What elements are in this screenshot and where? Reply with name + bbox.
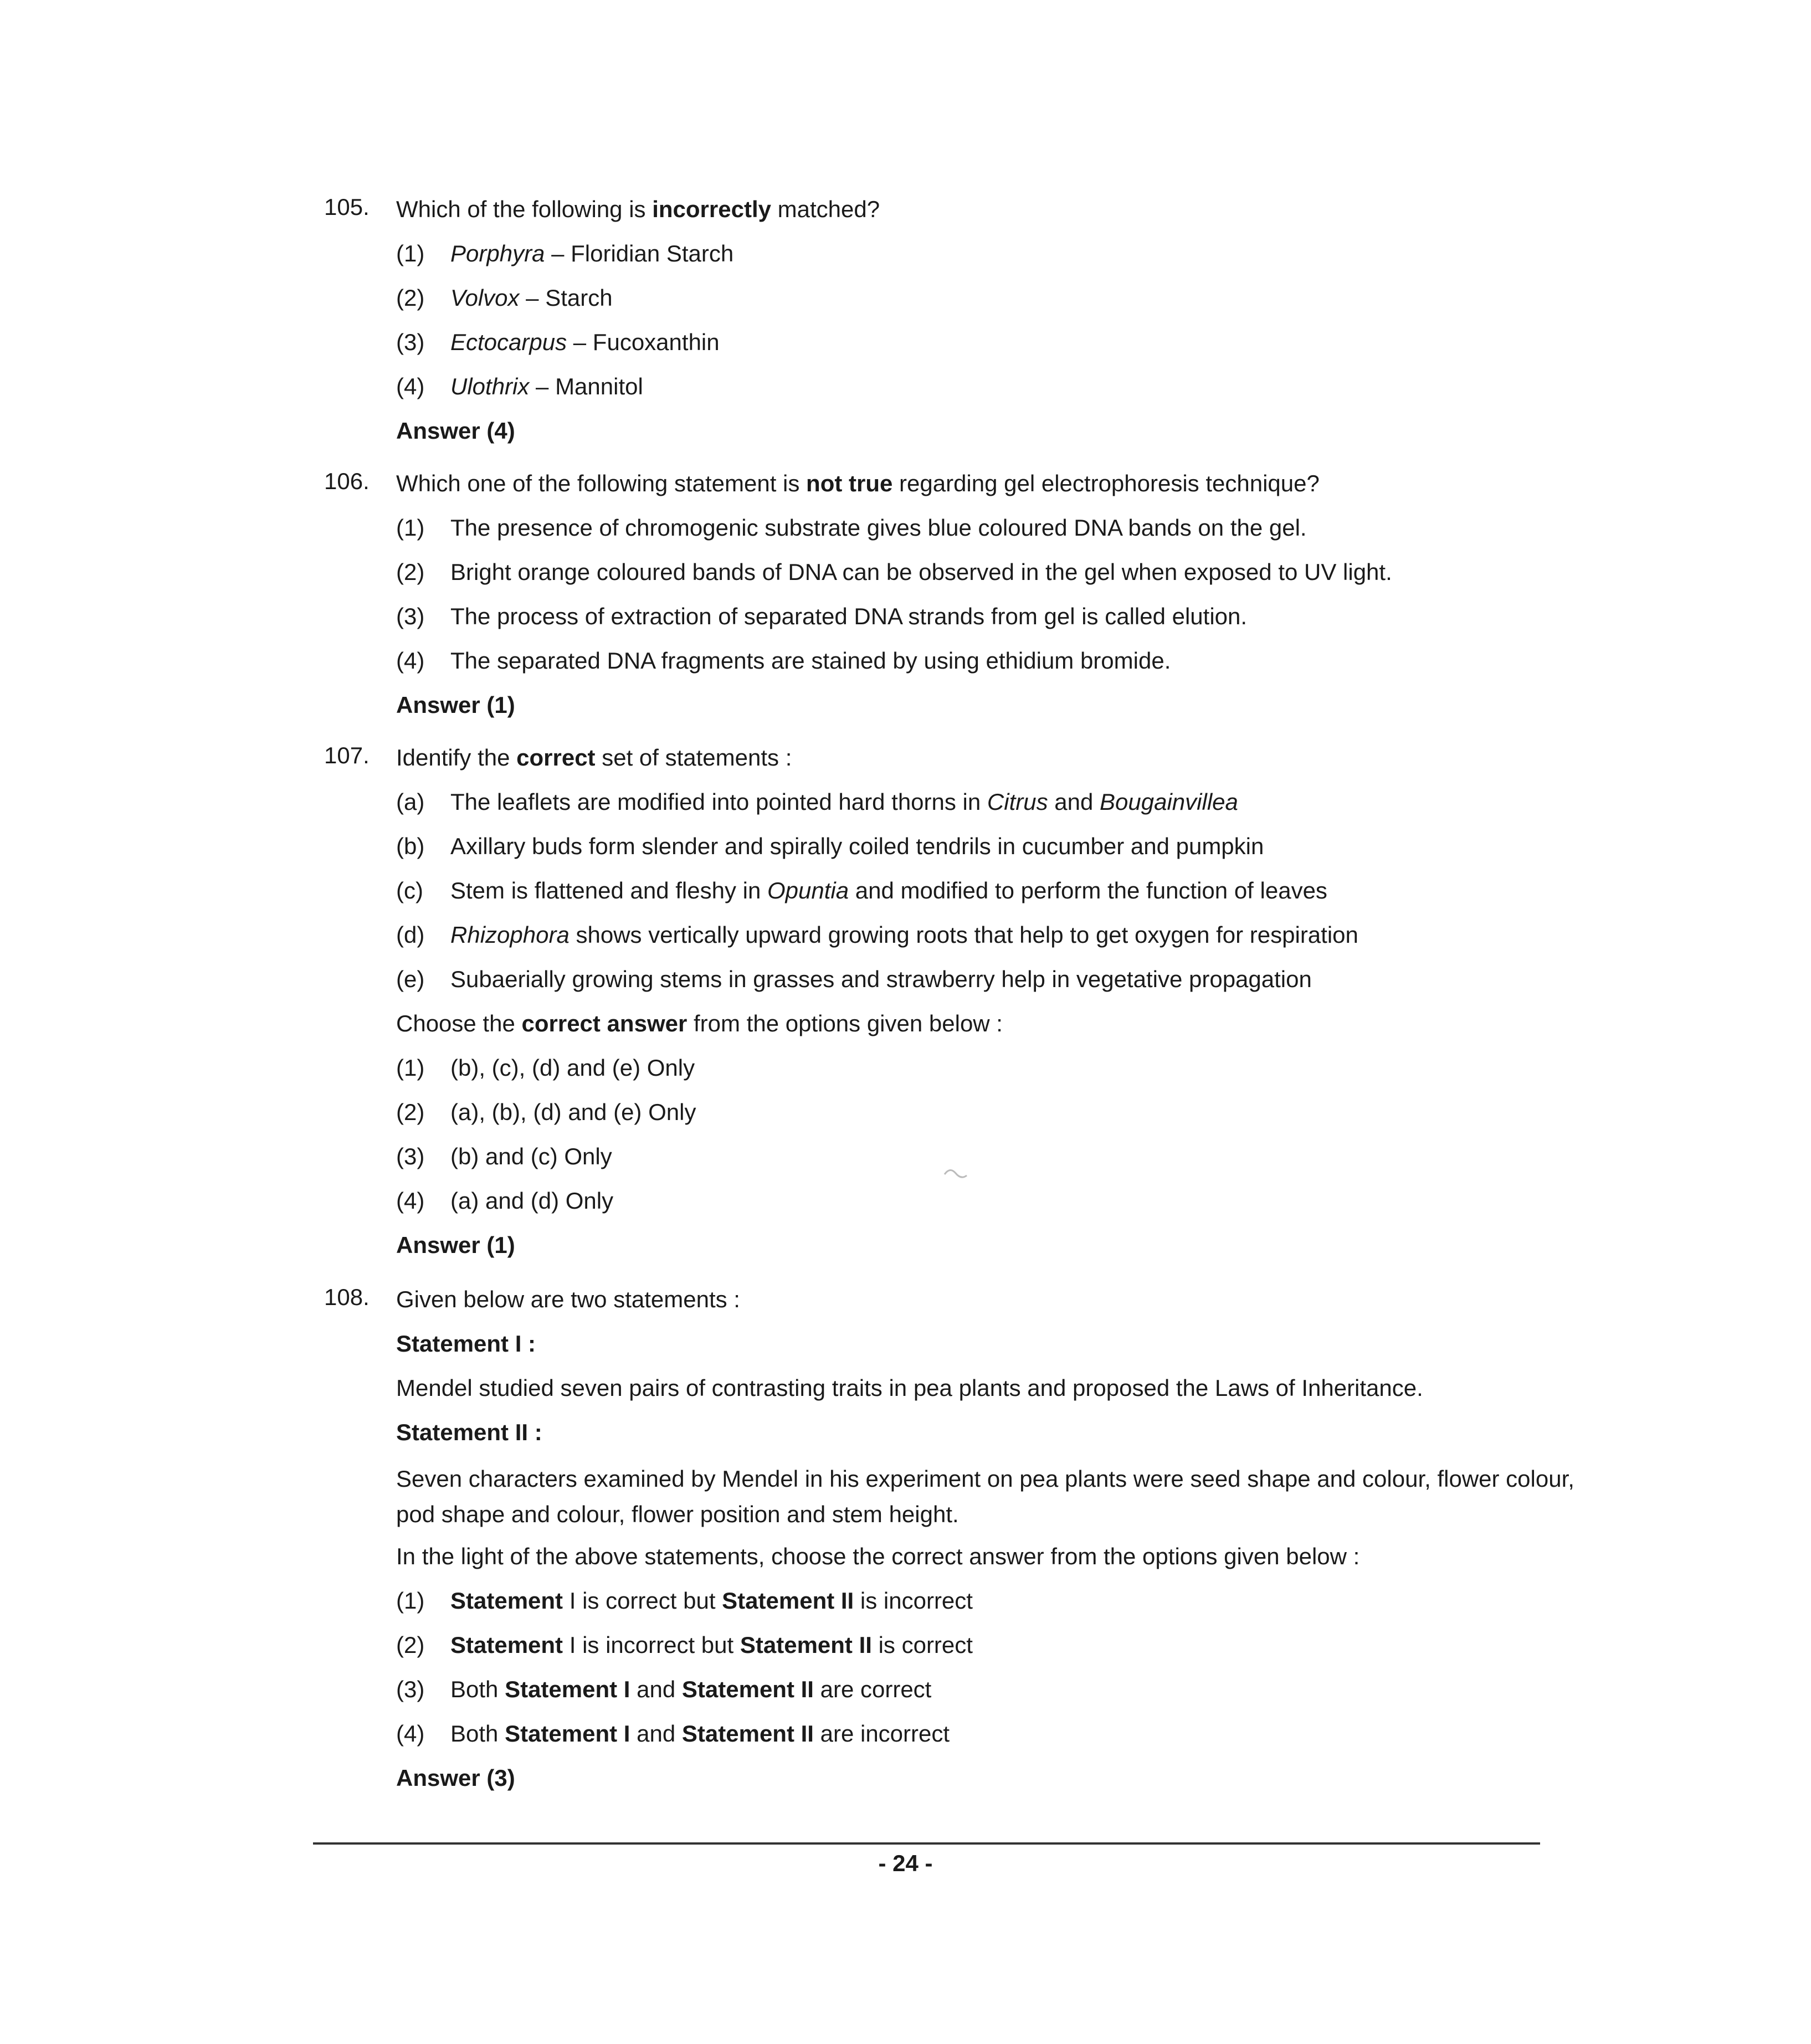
answer: Answer (3) bbox=[396, 1765, 515, 1791]
option-4: (4) The separated DNA fragments are stained by using ethidium bromide. bbox=[396, 648, 1171, 674]
choose-instruction: Choose the correct answer from the options given below : bbox=[396, 1010, 1003, 1036]
question-stem: Given below are two statements : bbox=[396, 1286, 740, 1312]
option-2: (2) (a), (b), (d) and (e) Only bbox=[396, 1099, 696, 1125]
statement-d: (d) Rhizophora shows vertically upward growing roots that help to get oxygen for respiration bbox=[396, 922, 1358, 948]
option-1: (1) Porphyra – Floridian Starch bbox=[396, 240, 734, 266]
option-3: (3) Both Statement I and Statement II are correct bbox=[396, 1676, 932, 1702]
option-3: (3) (b) and (c) Only bbox=[396, 1143, 612, 1169]
question-stem: Identify the correct set of statements : bbox=[396, 744, 792, 771]
option-4: (4) Both Statement I and Statement II are incorrect bbox=[396, 1721, 950, 1747]
footer-divider bbox=[313, 1842, 1540, 1845]
statement-c: (c) Stem is flattened and fleshy in Opuntia and modified to perform the function of leaves bbox=[396, 877, 1327, 903]
question-number: 105. bbox=[324, 194, 370, 220]
option-4: (4) Ulothrix – Mannitol bbox=[396, 373, 643, 399]
option-3: (3) Ectocarpus – Fucoxanthin bbox=[396, 329, 720, 355]
option-2: (2) Bright orange coloured bands of DNA can be observed in the gel when exposed to UV light. bbox=[396, 559, 1392, 585]
option-2: (2) Volvox – Starch bbox=[396, 285, 613, 311]
statement-a: (a) The leaflets are modified into pointed hard thorns in Citrus and Bougainvillea bbox=[396, 789, 1238, 815]
option-3: (3) The process of extraction of separated DNA strands from gel is called elution. bbox=[396, 603, 1248, 629]
question-number: 107. bbox=[324, 742, 370, 768]
statement-ii-text: Seven characters examined by Mendel in his experiment on pea plants were seed shape and colour, flower colour, pod shape and colour, flower position and stem height. bbox=[396, 1466, 1574, 1527]
option-1: (1) (b), (c), (d) and (e) Only bbox=[396, 1055, 695, 1081]
statement-i-text: Mendel studied seven pairs of contrasting traits in pea plants and proposed the Laws of Inheritance. bbox=[396, 1375, 1423, 1401]
answer: Answer (1) bbox=[396, 1232, 515, 1258]
statement-b: (b) Axillary buds form slender and spirally coiled tendrils in cucumber and pumpkin bbox=[396, 833, 1264, 859]
statement-e: (e) Subaerially growing stems in grasses and strawberry help in vegetative propagation bbox=[396, 966, 1312, 992]
option-1: (1) The presence of chromogenic substrate gives blue coloured DNA bands on the gel. bbox=[396, 515, 1307, 541]
statement-ii-heading: Statement II : bbox=[396, 1419, 542, 1445]
option-1: (1) Statement I is correct but Statement II is incorrect bbox=[396, 1588, 973, 1614]
answer: Answer (1) bbox=[396, 692, 515, 718]
choose-instruction: In the light of the above statements, choose the correct answer from the options given below : bbox=[396, 1543, 1360, 1569]
option-4: (4) (a) and (d) Only bbox=[396, 1188, 614, 1214]
question-stem: Which one of the following statement is not true regarding gel electrophoresis technique? bbox=[396, 470, 1320, 496]
answer: Answer (4) bbox=[396, 418, 515, 444]
stray-mark bbox=[942, 1162, 975, 1190]
option-2: (2) Statement I is incorrect but Statement II is correct bbox=[396, 1632, 973, 1658]
question-number: 108. bbox=[324, 1284, 370, 1310]
question-stem: Which of the following is incorrectly matched? bbox=[396, 196, 880, 222]
page-number: - 24 - bbox=[878, 1850, 933, 1876]
statement-i-heading: Statement I : bbox=[396, 1331, 536, 1357]
question-number: 106. bbox=[324, 468, 370, 494]
